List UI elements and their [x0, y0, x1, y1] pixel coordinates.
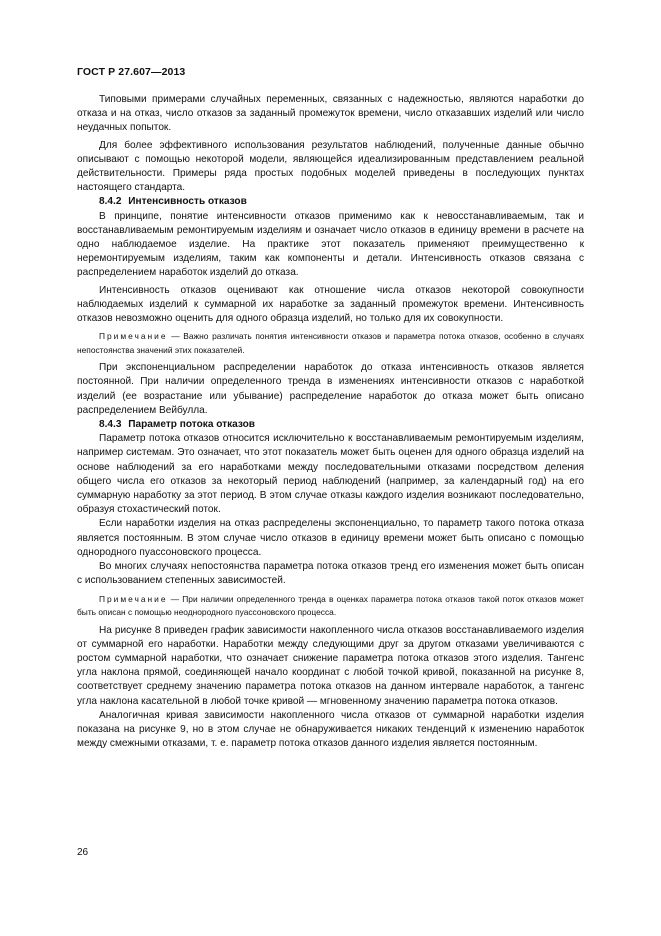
- section-number: 8.4.2: [99, 196, 122, 208]
- paragraph-843-4: На рисунке 8 приведен график зависимости накопленного числа отказов восстанавливаемого изделия от суммарной его наработки. Наработки между следующими друг за другом отказами увеличиваются с ростом суммарной наработки, что означает снижение параметра потока отказов этого изделия. Тангенс угла наклона прямой, соединяющей начало координат с любой точкой кривой, показанной на рисунке 8, соответствует среднему значению параметра потока отказов на данном интервале наработок, а тангенс угла наклона касательной в любой точке кривой — мгновенному значению параметра потока отказов.: [77, 624, 584, 707]
- paragraph-843-3: Во многих случаях непостоянства параметра потока отказов тренд его изменения может быть описан с использованием степенных зависимостей.: [77, 561, 584, 587]
- section-title: Параметр потока отказов: [128, 419, 256, 431]
- paragraph-intro-2: Для более эффективного использования результатов наблюдений, полученные данные обычно описывают с помощью некоторой модели, являющейся идеализированным представлением реальной действительности. Примеры ряда простых подобных моделей приведены в последующих пунктах настоящего стандарта.: [77, 139, 584, 194]
- page-number: 26: [77, 847, 89, 858]
- paragraph-842-1: В принципе, понятие интенсивности отказов применимо как к невосстанавливаемым, так и восстанавливаемым ремонтируемым изделиям и означает число отказов в единицу времени в расчете на одно наблюдаемое изделие. На практике этот показатель применяют преимущественно к неремонтируемым изделиям, таким как компоненты и детали. Интенсивность отказов связана с распределением наработок изделий до отказа.: [77, 210, 584, 279]
- paragraph-843-2: Если наработки изделия на отказ распределены экспоненциально, то параметр такого потока отказа является постоянным. В этом случае число отказов в единицу времени может быть описано с помощью однородного пуассоновского процесса.: [77, 518, 584, 558]
- paragraph-842-3: При экспоненциальном распределении наработок до отказа интенсивность отказов является постоянной. При наличии определенного тренда в изменениях интенсивности отказов с наработкой изделий (ее возрастание или убывание) распределение наработок до отказа может быть описано распределением Вейбулла.: [77, 362, 584, 416]
- page-body: [77, 93, 584, 751]
- note-label: Примечание: [99, 593, 168, 604]
- section-heading-8-4-2: [77, 195, 584, 209]
- note-text: — При наличии определенного тренда в оценках параметра потока отказов такой поток отказов может быть описан с помощью неоднородного пуассоновского процесса.: [77, 593, 584, 617]
- note-label: Примечание: [99, 331, 168, 342]
- section-number: 8.4.3: [99, 419, 122, 431]
- paragraph-intro-1: Типовыми примерами случайных переменных, связанных с надежностью, являются наработки до отказа и на отказ, число отказов за заданный промежуток времени, число отказавших изделий или число неудачных попыток.: [77, 94, 584, 134]
- note-842: [77, 330, 584, 357]
- section-heading-8-4-3: [77, 418, 584, 432]
- paragraph-843-5: Аналогичная кривая зависимости накопленного числа отказов от суммарной наработки изделия показана на рисунке 9, но в этом случае не обнаруживается никаких тенденций к изменению наработок между смежными отказами, т. е. параметр потока отказов данного изделия является постоянным.: [77, 709, 584, 750]
- paragraph-842-2: Интенсивность отказов оценивают как отношение числа отказов некоторой совокупности наблюдаемых изделий к суммарной их наработке за заданный промежуток времени. Интенсивность отказов невозможно оценить для одного образца изделий, но только для их совокупности.: [77, 284, 584, 325]
- paragraph-843-1: Параметр потока отказов относится исключительно к восстанавливаемым ремонтируемым изделиям, например системам. Это означает, что этот показатель может быть оценен для одного образца изделий на основе наблюдений за его наработками между последовательными отказами посредством деления общего числа его отказов за некоторый период наблюдений (например, за календарный год) на его суммарную наработку за этот период. В этом случае отказы каждого изделия возникают последовательно, образуя стохастический поток.: [77, 433, 584, 516]
- document-header: ГОСТ Р 27.607—2013: [77, 66, 186, 78]
- section-title: Интенсивность отказов: [128, 196, 247, 208]
- note-843: [77, 593, 584, 620]
- note-text: — Важно различать понятия интенсивности отказов и параметра потока отказов, особенно в случаях непостоянства значений этих показателей.: [77, 331, 584, 355]
